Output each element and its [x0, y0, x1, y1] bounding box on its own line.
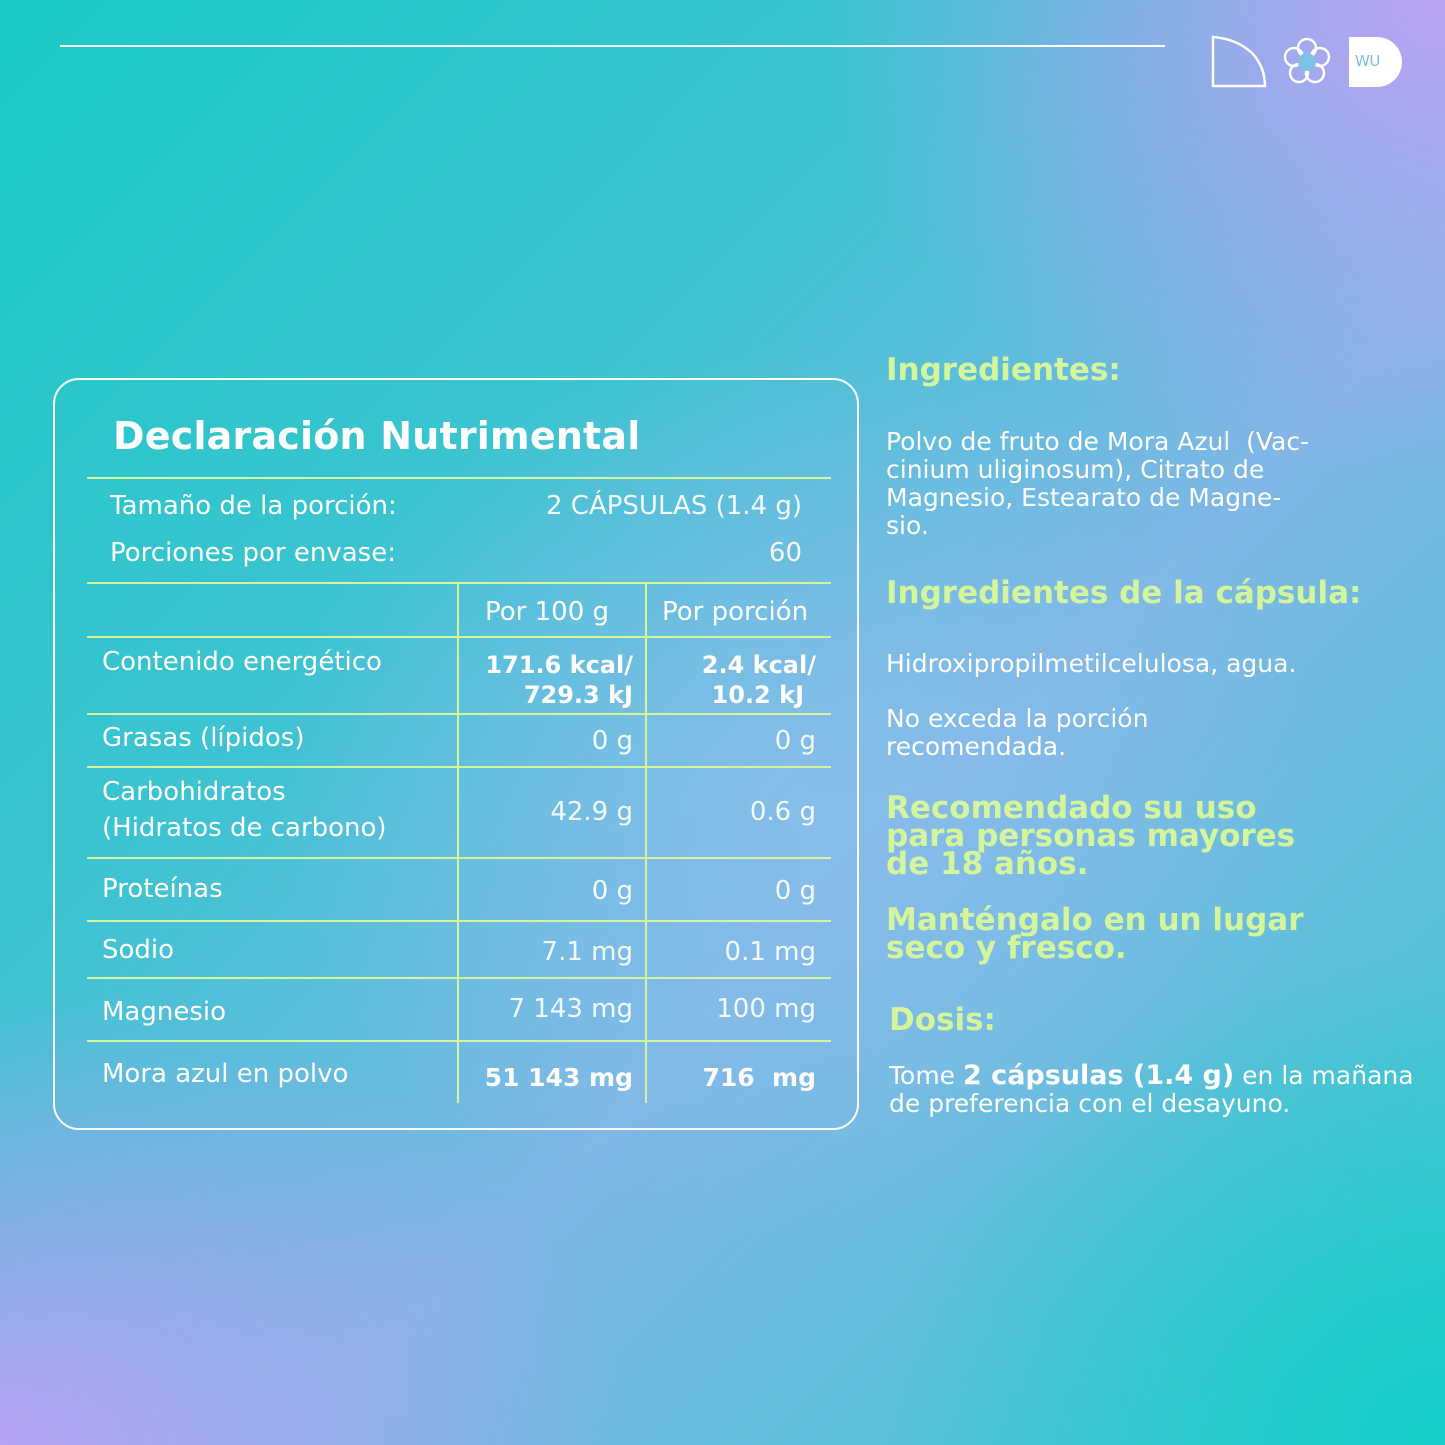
- fat-perserv: 0 g: [774, 726, 816, 756]
- row-label-fat: Grasas (lípidos): [102, 723, 305, 753]
- flower-icon: [1281, 36, 1333, 88]
- dose-pre: Tome: [889, 1061, 963, 1090]
- capsule-ingredients-text: Hidroxipropilmetilcelulosa, agua.: [886, 649, 1297, 678]
- divider: [87, 636, 831, 638]
- dose-heading: Dosis:: [889, 1002, 996, 1038]
- carbs-perserv: 0.6 g: [749, 797, 816, 827]
- ingredients-line: cinium uliginosum), Citrato de: [886, 455, 1265, 484]
- protein-per100: 0 g: [591, 876, 633, 906]
- warning-line: recomendada.: [886, 732, 1067, 761]
- divider: [87, 477, 831, 479]
- divider: [87, 582, 831, 584]
- divider: [87, 857, 831, 859]
- dose-line: de preferencia con el desayuno.: [889, 1089, 1291, 1118]
- row-label-energy: Contenido energético: [102, 647, 382, 677]
- serving-size-label: Tamaño de la porción:: [110, 491, 397, 521]
- column-divider: [457, 582, 459, 1103]
- energy-perserv-kj: 10.2 kJ: [711, 681, 804, 709]
- servings-value: 60: [768, 538, 802, 568]
- age-recommendation: [886, 790, 1406, 882]
- ingredients-heading: Ingredientes:: [886, 352, 1121, 388]
- divider: [87, 1040, 831, 1042]
- blueberry-perserv: 716 mg: [702, 1063, 816, 1092]
- storage-line: Manténgalo en un lugar: [886, 902, 1304, 938]
- ingredients-text: [886, 428, 1406, 540]
- dose-post: en la mañana: [1234, 1061, 1414, 1090]
- quarter-circle-icon: [1210, 35, 1268, 89]
- warning-line: No exceda la porción: [886, 704, 1149, 733]
- row-label-carbs-sub: (Hidratos de carbono): [102, 813, 387, 843]
- row-label-sodium: Sodio: [102, 935, 175, 965]
- row-label-protein: Proteínas: [102, 874, 223, 904]
- wu-logo: [1349, 37, 1403, 87]
- divider: [87, 920, 831, 922]
- row-label-blueberry: Mora azul en polvo: [102, 1059, 349, 1089]
- capsule-ingredients-heading: Ingredientes de la cápsula:: [886, 575, 1362, 611]
- age-line: de 18 años.: [886, 846, 1089, 882]
- col-header-perserving: Por porción: [662, 597, 809, 627]
- nutrition-title: Declaración Nutrimental: [113, 414, 641, 458]
- serving-size-value: 2 CÁPSULAS (1.4 g): [545, 491, 802, 521]
- energy-perserv-kcal: 2.4 kcal/: [701, 651, 816, 679]
- fat-per100: 0 g: [591, 726, 633, 756]
- ingredients-line: Polvo de fruto de Mora Azul (Vac-: [886, 427, 1310, 456]
- energy-per100-kj: 729.3 kJ: [523, 681, 633, 709]
- protein-perserv: 0 g: [774, 876, 816, 906]
- brand-logos: [1210, 35, 1405, 89]
- dose-bold: 2 cápsulas (1.4 g): [963, 1060, 1235, 1091]
- servings-label: Porciones por envase:: [110, 538, 396, 568]
- storage-line: seco y fresco.: [886, 930, 1127, 966]
- row-label-magnesium: Magnesio: [102, 997, 227, 1027]
- divider: [87, 766, 831, 768]
- dose-text: [889, 1062, 1429, 1118]
- row-label-carbs: Carbohidratos: [102, 777, 286, 807]
- storage-instructions: [886, 902, 1406, 966]
- energy-per100-kcal: 171.6 kcal/: [485, 651, 633, 679]
- magnesium-perserv: 100 mg: [716, 994, 816, 1024]
- wu-monogram: WU: [1355, 52, 1380, 70]
- magnesium-per100: 7 143 mg: [508, 994, 633, 1024]
- nutrition-facts-panel: [53, 378, 859, 1130]
- divider: [87, 713, 831, 715]
- col-header-per100: Por 100 g: [485, 597, 610, 627]
- warning-text: [886, 705, 1406, 761]
- divider: [87, 977, 831, 979]
- top-divider-line: [60, 45, 1165, 47]
- blueberry-per100: 51 143 mg: [484, 1063, 633, 1092]
- column-divider: [645, 582, 647, 1103]
- age-line: para personas mayores: [886, 818, 1296, 854]
- ingredients-line: Magnesio, Estearato de Magne-: [886, 483, 1282, 512]
- ingredients-line: sio.: [886, 511, 929, 540]
- age-line: Recomendado su uso: [886, 790, 1257, 826]
- sodium-per100: 7.1 mg: [541, 937, 633, 967]
- sodium-perserv: 0.1 mg: [724, 937, 816, 967]
- carbs-per100: 42.9 g: [550, 797, 633, 827]
